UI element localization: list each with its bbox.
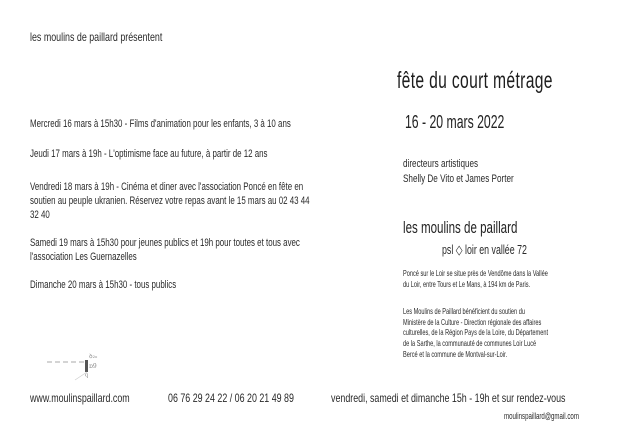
event-wednesday: Mercredi 16 mars à 15h30 - Films d'animation pour les enfants, 3 à 10 ans [30,118,291,130]
event-saturday: Samedi 19 mars à 15h30 pour jeunes publics et 19h pour toutes et tous avec l'association Les Guernazelles [30,237,300,263]
venue-location: Poncé sur le Loir se situe près de Vendôme dans la Vallée du Loir, entre Tours et Le Mans, à 194 km de Paris. [403,268,548,289]
moulins-paillard-logo-icon [45,350,110,382]
email-link[interactable]: moulinspaillard@gmail.com [504,411,579,421]
event-thursday: Jeudi 17 mars à 19h - L'optimisme face au future, à partir de 12 ans [30,148,268,160]
support-statement: Les Moulins de Paillard bénéficient du soutien du Ministère de la Culture - Direction régionale des affaires culturelles, de la Région Pays de la Loire, du Département de la Sarthe, la communauté de communes Loir Lucé Bercé et la commune de Montval-sur-Loir. [403,306,549,359]
directors-label: directeurs artistiques [403,158,479,170]
venue-name: les moulins de paillard [403,218,518,237]
phone-numbers: 06 76 29 24 22 / 06 20 21 49 89 [168,391,294,405]
svg-text:ꝺ₂ₒ: ꝺ₂ₒ [89,353,98,360]
presenter-line: les moulins de paillard présentent [30,30,163,44]
directors-names: Shelly De Vito et James Porter [403,173,514,185]
festival-dates: 16 - 20 mars 2022 [405,112,505,132]
website-link[interactable]: www.moulinspaillard.com [30,391,130,405]
svg-text:ϥ: ϥ [85,373,89,380]
venue-subtitle: psl ◇ loir en vallée 72 [442,242,527,257]
festival-title: fête du court métrage [397,67,553,93]
svg-text:ɒ9: ɒ9 [89,363,97,370]
event-sunday: Dimanche 20 mars à 15h30 - tous publics [30,279,177,291]
event-friday: Vendredi 18 mars à 19h - Cinéma et diner avec l'association Poncé en fête en soutien au peuple ukranien. Réservez votre repas avant le 15 mars au 02 43 44 32 40 [30,181,310,221]
opening-hours: vendredi, samedi et dimanche 15h - 19h et sur rendez-vous [331,391,566,405]
